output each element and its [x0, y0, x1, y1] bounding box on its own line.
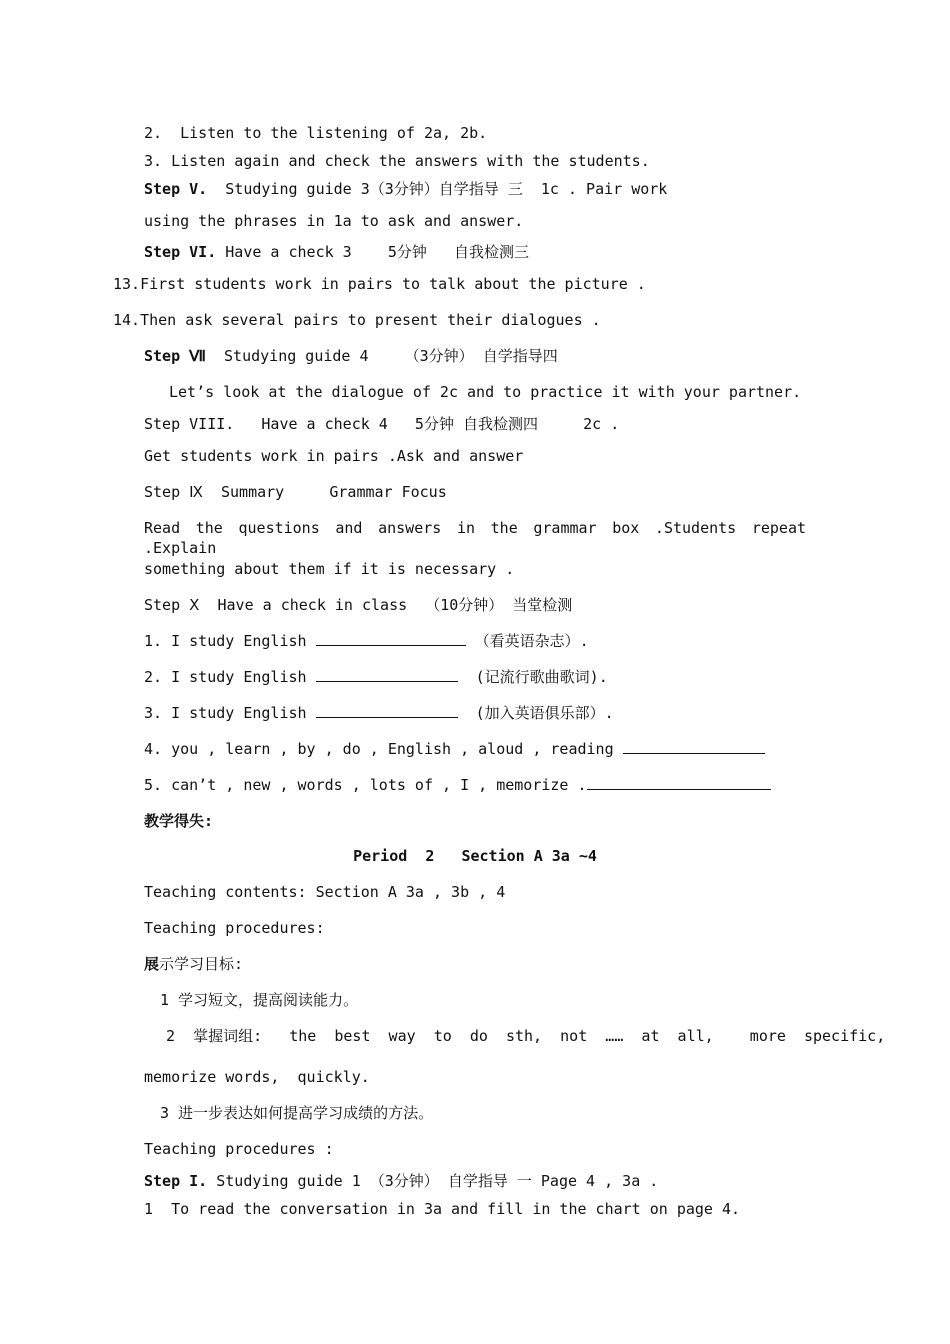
goal-item: 1 学习短文，提高阅读能力。 — [160, 991, 359, 1009]
text-line: 14.Then ask several pairs to present their dialogues . — [113, 311, 601, 329]
step-label: Step VI. — [144, 243, 217, 261]
text-line: 2. Listen to the listening of 2a, 2b. — [144, 124, 488, 142]
text-line: Teaching contents: Section A 3a , 3b , 4 — [144, 883, 506, 901]
step-label: Step I. — [144, 1172, 208, 1190]
text-line: 13.First students work in pairs to talk about the picture . — [113, 275, 646, 293]
step-text: Have a check 3 5分钟 自我检测三 — [216, 243, 529, 261]
exercise-item: 4. you , learn , by , do , English , aloud , reading — [144, 739, 765, 759]
answer-blank[interactable] — [316, 703, 458, 718]
goal-item: 3 进一步表达如何提高学习成绩的方法。 — [160, 1104, 434, 1122]
period-title: Period 2 Section A 3a ~4 — [353, 847, 597, 865]
step-label: Step V. — [144, 180, 208, 198]
answer-blank[interactable] — [623, 739, 765, 754]
step-text: Studying guide 1 （3分钟） 自学指导 一 Page 4 , 3a . — [207, 1172, 659, 1190]
exercise-item: 2. I study English (记流行歌曲歌词). — [144, 668, 608, 686]
text-line: Step Ⅸ Summary Grammar Focus — [144, 483, 447, 501]
exercise-item: 5. can’t , new , words , lots of , I , memorize . — [144, 775, 771, 795]
exercise-item: 1. I study English （看英语杂志）. — [144, 632, 589, 650]
text-line — [144, 179, 667, 199]
text-line: Let’s look at the dialogue of 2c and to practice it with your partner. — [169, 383, 802, 401]
step-text: Studying guide 3（3分钟）自学指导 三 1c . Pair work — [207, 180, 668, 198]
goal-item: 2 掌握词组: the best way to do sth, not …… at all, more specific, — [166, 1027, 886, 1045]
text-line: Step VIII. Have a check 4 5分钟 自我检测四 2c . — [144, 415, 620, 433]
text-line: using the phrases in 1a to ask and answer. — [144, 212, 524, 230]
text-line: Get students work in pairs .Ask and answer — [144, 447, 524, 465]
text-line: 展示学习目标: — [144, 955, 244, 973]
text-line: memorize words, quickly. — [144, 1068, 370, 1086]
text-line: something about them if it is necessary . — [144, 560, 515, 578]
section-heading: 教学得失: — [144, 812, 214, 830]
text-line: 1 To read the conversation in 3a and fill in the chart on page 4. — [144, 1200, 741, 1218]
text-line — [144, 346, 558, 366]
answer-blank[interactable] — [316, 667, 458, 682]
text-line: 3. Listen again and check the answers with the students. — [144, 152, 650, 170]
step-label: Step Ⅶ — [144, 347, 206, 365]
exercise-item: 3. I study English (加入英语俱乐部）. — [144, 704, 614, 722]
answer-blank[interactable] — [316, 631, 466, 646]
text-line: Teaching procedures : — [144, 1140, 334, 1158]
text-line: Read the questions and answers in the grammar box .Students repeat .Explain — [144, 519, 806, 557]
step-text: Studying guide 4 （3分钟） 自学指导四 — [205, 347, 558, 365]
text-line — [144, 242, 529, 262]
text-line: Step Ⅹ Have a check in class （10分钟） 当堂检测 — [144, 596, 573, 614]
text-line — [144, 1171, 658, 1191]
text-line: Teaching procedures: — [144, 919, 325, 937]
answer-blank[interactable] — [587, 775, 771, 790]
